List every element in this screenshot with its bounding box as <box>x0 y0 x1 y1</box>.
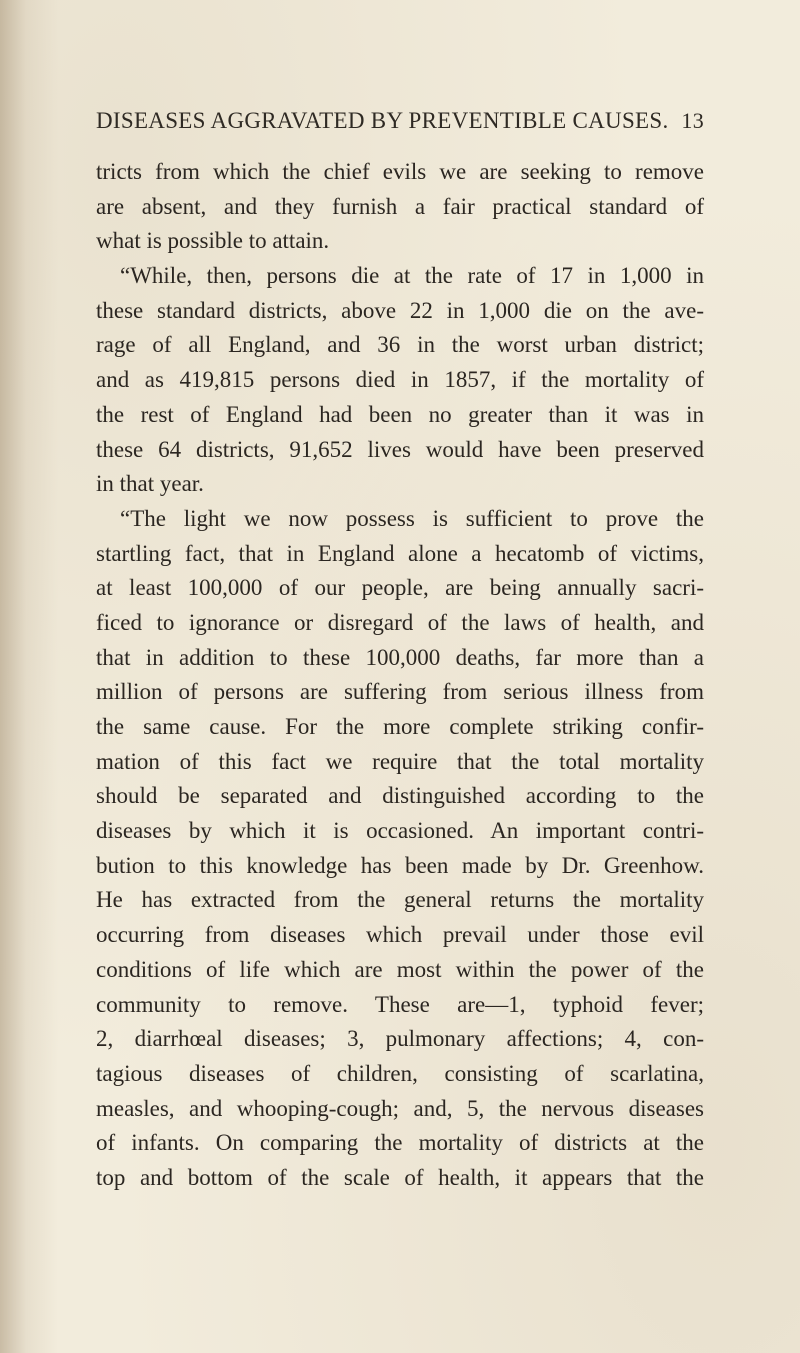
binding-shadow <box>0 0 58 1353</box>
running-title: DISEASES AGGRAVATED BY PREVENTIBLE CAUSES. <box>96 108 669 133</box>
text-line: 2, diarrhœal diseases; 3, pulmonary affections; 4, con- <box>96 1026 704 1052</box>
text-line: diseases by which it is occasioned. An important contri- <box>96 818 704 844</box>
text-line: tagious diseases of children, consisting of scarlatina, <box>96 1060 704 1086</box>
text-line: million of persons are suffering from serious illness from <box>96 679 704 705</box>
text-line: rage of all England, and 36 in the worst urban district; <box>96 332 704 358</box>
text-line: tricts from which the chief evils we are seeking to remove <box>96 159 704 184</box>
text-line: mation of this fact we require that the total mortality <box>96 748 704 774</box>
text-line: should be separated and distinguished according to the <box>96 783 704 809</box>
text-line: these standard districts, above 22 in 1,000 die on the ave- <box>96 297 704 323</box>
text-line: these 64 districts, 91,652 lives would have been preserved <box>96 436 704 462</box>
text-line: what is possible to attain. <box>96 228 330 254</box>
text-line: top and bottom of the scale of health, it appears that the <box>96 1164 704 1190</box>
text-line: the rest of England had been no greater than it was in <box>96 401 704 427</box>
text-line: conditions of life which are most within the power of the <box>96 956 704 982</box>
text-line: ficed to ignorance or disregard of the laws of health, and <box>96 609 704 635</box>
text-line: and as 419,815 persons died in 1857, if the mortality of <box>96 367 704 393</box>
text-line: bution to this knowledge has been made by Dr. Greenhow. <box>96 852 704 878</box>
text-line: that in addition to these 100,000 deaths, far more than a <box>96 644 704 670</box>
page-number: 13 <box>681 108 704 133</box>
text-line: in that year. <box>96 471 204 497</box>
text-line: measles, and whooping-cough; and, 5, the nervous diseases <box>96 1095 704 1121</box>
text-line: of infants. On comparing the mortality of districts at the <box>96 1130 704 1156</box>
running-header <box>96 108 704 142</box>
text-line: community to remove. These are—1, typhoid fever; <box>96 991 704 1017</box>
text-line: “While, then, persons die at the rate of 17 in 1,000 in <box>120 263 704 289</box>
text-line: occurring from diseases which prevail under those evil <box>96 922 704 948</box>
body-text <box>96 155 704 1196</box>
text-line: at least 100,000 of our people, are being annually sacri- <box>96 575 704 601</box>
text-line: the same cause. For the more complete striking confir- <box>96 714 704 739</box>
text-line: are absent, and they furnish a fair practical standard of <box>96 193 704 219</box>
text-line: He has extracted from the general returns the mortality <box>96 887 704 913</box>
text-line: startling fact, that in England alone a hecatomb of victims, <box>96 540 704 566</box>
text-line: “The light we now possess is sufficient to prove the <box>120 505 704 531</box>
